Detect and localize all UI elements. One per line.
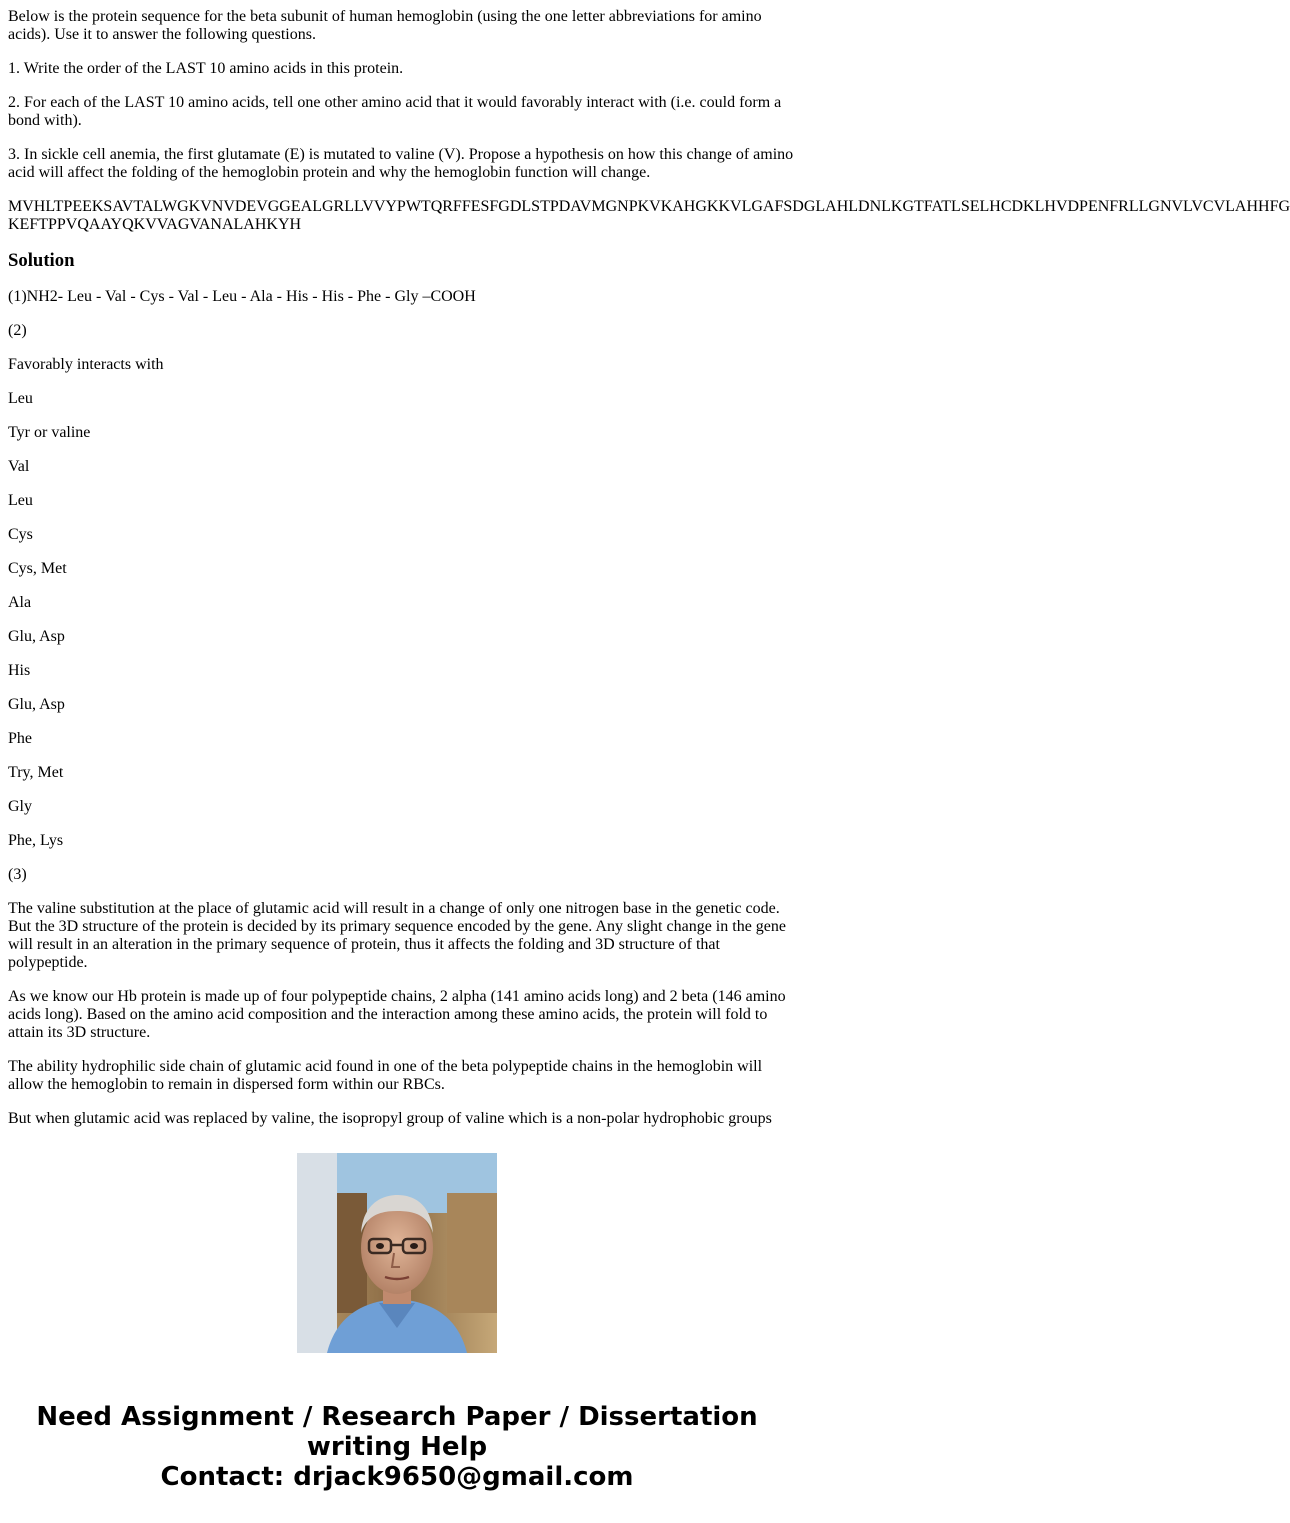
solution-paragraph-4: But when glutamic acid was replaced by valine, the isopropyl group of valine which is a non-polar hydrophobic groups [8, 1110, 772, 1127]
promo-line-1: Need Assignment / Research Paper / Dissertation [36, 1402, 758, 1432]
list-item: Cys [8, 526, 33, 543]
protein-sequence [8, 198, 1290, 234]
list-item: Leu [8, 492, 33, 509]
solution-part-3-label: (3) [8, 866, 27, 883]
promo-contact: Contact: drjack9650@gmail.com [160, 1462, 634, 1492]
solution-paragraph-3: The ability hydrophilic side chain of glutamic acid found in one of the beta polypeptide chains in the hemoglobin will allow the hemoglobin to remain in dispersed form within our RBCs. [8, 1058, 763, 1093]
list-item: His [8, 662, 31, 679]
solution-part-2-header: Favorably interacts with [8, 356, 164, 373]
list-item: Phe [8, 730, 32, 747]
question-1: 1. Write the order of the LAST 10 amino acids in this protein. [8, 60, 404, 77]
list-item: Glu, Asp [8, 696, 65, 713]
solution-paragraph-2: As we know our Hb protein is made up of four polypeptide chains, 2 alpha (141 amino acids long) and 2 beta (146 amino acids long). Based on the amino acid composition and the interaction among these amino acids, the protein will fold to attain its 3D structure. [8, 988, 786, 1041]
solution-paragraph-1: The valine substitution at the place of glutamic acid will result in a change of only one nitrogen base in the genetic code. But the 3D structure of the protein is decided by its primary sequence encoded by the gene. Any slight change in the gene will result in an alteration in the primary sequence of protein, thus it affects the folding and 3D structure of that polypeptide. [8, 900, 786, 971]
solution-part-2-label: (2) [8, 322, 27, 339]
list-item: Leu [8, 390, 33, 407]
list-item: Cys, Met [8, 560, 67, 577]
list-item: Ala [8, 594, 32, 611]
list-item: Phe, Lys [8, 832, 64, 849]
list-item: Gly [8, 798, 32, 815]
question-3: 3. In sickle cell anemia, the first glutamate (E) is mutated to valine (V). Propose a hypothesis on how this change of amino acid will affect the folding of the hemoglobin protein and why the hemoglobin function will change. [8, 146, 794, 181]
avatar-portrait [297, 1153, 497, 1353]
list-item: Glu, Asp [8, 628, 65, 645]
promo-line-2: writing Help [306, 1432, 488, 1462]
sequence-line-1: MVHLTPEEKSAVTALWGKVNVDEVGGEALGRLLVVYPWTQRFFESFGDLSTPDAVMGNPKVKAHGKKVLGAFSDGLAHLDNLKGTFATLSELHCDKLHVDPENFRLLGNVLVCVLAHHFG [8, 198, 1290, 215]
question-2: 2. For each of the LAST 10 amino acids, tell one other amino acid that it would favorably interact with (i.e. could form a bond with). [8, 94, 782, 129]
sequence-line-2: KEFTPPVQAAYQKVVAGVANALAHKYH [8, 216, 302, 233]
list-item: Val [8, 458, 30, 475]
solution-heading: Solution [8, 250, 75, 271]
promo-banner [0, 1402, 794, 1492]
avatar [297, 1153, 497, 1353]
document-body [8, 0, 1290, 1127]
question-intro: Below is the protein sequence for the beta subunit of human hemoglobin (using the one letter abbreviations for amino acids). Use it to answer the following questions. [8, 8, 762, 43]
list-item: Tyr or valine [8, 424, 91, 441]
list-item: Try, Met [8, 764, 64, 781]
solution-part-1: (1)NH2- Leu - Val - Cys - Val - Leu - Ala - His - His - Phe - Gly –COOH [8, 288, 476, 305]
interaction-list [8, 390, 794, 850]
